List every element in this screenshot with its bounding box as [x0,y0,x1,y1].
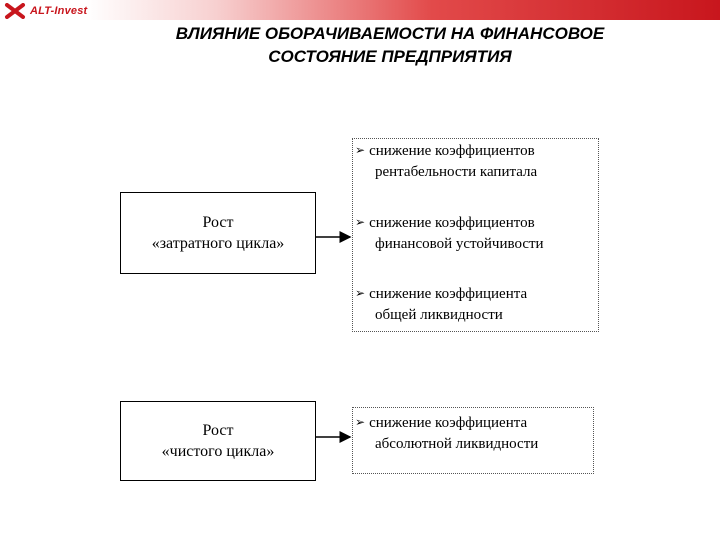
net-cycle-line-2: «чистого цикла» [161,443,275,460]
title-line-2: СОСТОЯНИЕ ПРЕДПРИЯТИЯ [268,47,512,66]
arrow-bullet-icon: ➢ [355,415,366,429]
effect-line-1: снижение коэффициентов [369,215,535,231]
cost-cycle-line-1: Рост [202,214,234,231]
title-line-1: ВЛИЯНИЕ ОБОРАЧИВАЕМОСТИ НА ФИНАНСОВОЕ [175,24,605,43]
arrow-bullet-icon: ➢ [355,143,366,157]
arrow-bullet-icon: ➢ [355,286,366,300]
effect-item-profitability [355,141,537,183]
effect-line-2: финансовой устойчивости [375,236,544,252]
effect-line-1: снижение коэффициентов [369,143,535,159]
effect-item-general-liquidity [355,284,527,326]
effect-item-stability [355,213,544,255]
effect-line-1: снижение коэффициента [369,415,528,431]
arrow-bullet-icon: ➢ [355,215,366,229]
effect-line-1: снижение коэффициента [369,286,528,302]
net-cycle-line-1: Рост [202,422,234,439]
effect-line-2: абсолютной ликвидности [375,436,539,452]
effect-line-2: общей ликвидности [375,307,503,323]
logo-text: ALT-Invest [30,5,88,17]
effect-line-2: рентабельности капитала [375,164,538,180]
cost-cycle-line-2: «затратного цикла» [151,235,285,252]
effect-item-absolute-liquidity [355,413,538,455]
